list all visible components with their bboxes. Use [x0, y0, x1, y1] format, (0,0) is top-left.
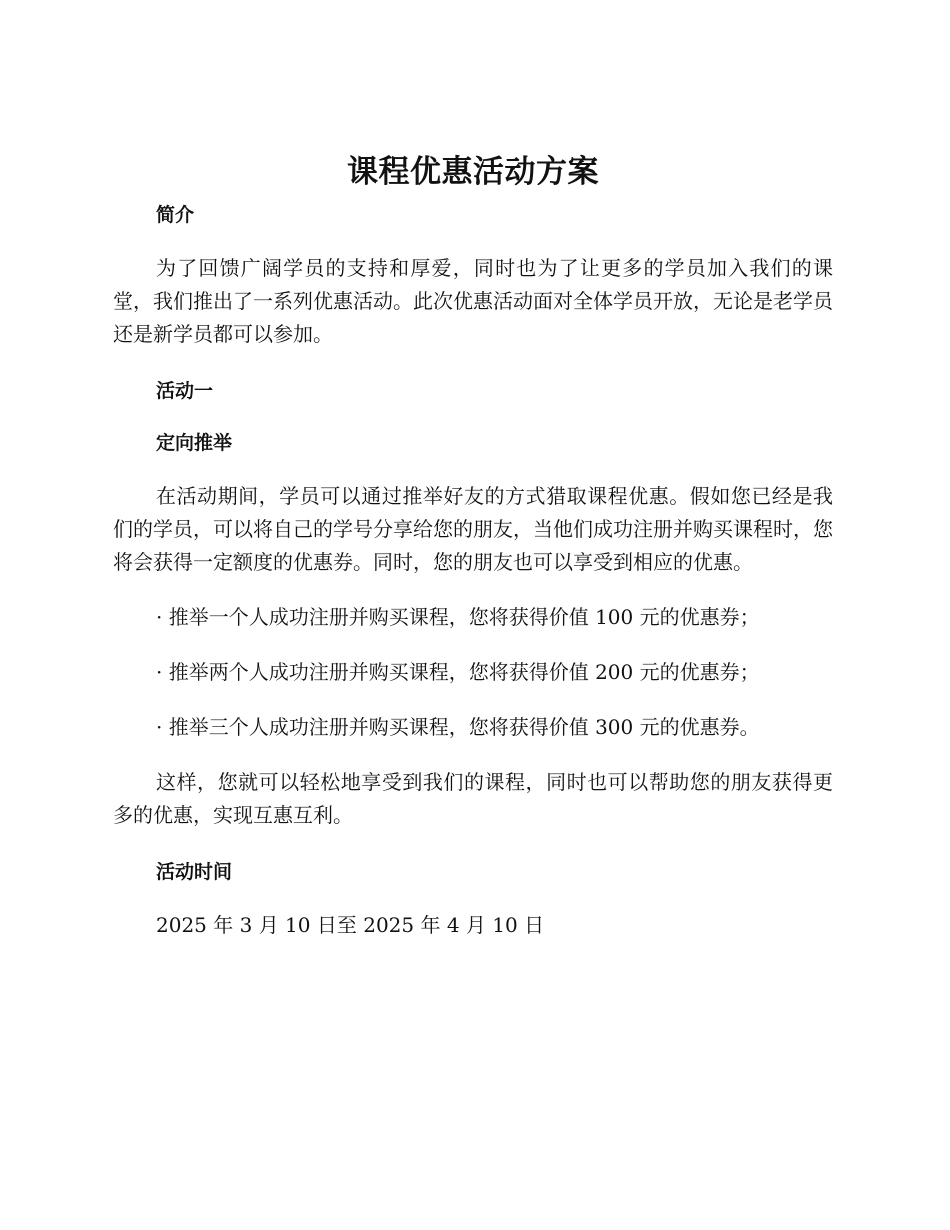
list-item: · 推举两个人成功注册并购买课程，您将获得价值 200 元的优惠券； — [156, 660, 760, 684]
intro-paragraph: 为了回馈广阔学员的支持和厚爱，同时也为了让更多的学员加入我们的课堂，我们推出了一系列优惠活动。此次优惠活动面对全体学员开放，无论是老学员还是新学员都可以参加。 — [113, 256, 833, 346]
section-heading-intro: 简介 — [156, 204, 195, 226]
page-title: 课程优惠活动方案 — [347, 154, 599, 190]
section-heading-activity: 活动一 — [156, 380, 214, 402]
section-heading-time: 活动时间 — [156, 861, 233, 883]
section-subheading-referral: 定向推举 — [156, 432, 233, 454]
time-text: 2025 年 3 月 10 日至 2025 年 4 月 10 日 — [156, 913, 545, 937]
list-item: · 推举三个人成功注册并购买课程，您将获得价值 300 元的优惠券。 — [156, 715, 760, 739]
summary-paragraph: 这样，您就可以轻松地享受到我们的课程，同时也可以帮助您的朋友获得更多的优惠，实现互惠互利。 — [113, 770, 833, 827]
activity-paragraph: 在活动期间，学员可以通过推举好友的方式猎取课程优惠。假如您已经是我们的学员，可以将自己的学号分享给您的朋友，当他们成功注册并购买课程时，您将会获得一定额度的优惠券。同时，您的朋友也可以享受到相应的优惠。 — [113, 484, 833, 574]
document-body — [113, 150, 833, 942]
list-item: · 推举一个人成功注册并购买课程，您将获得价值 100 元的优惠券； — [156, 605, 760, 629]
